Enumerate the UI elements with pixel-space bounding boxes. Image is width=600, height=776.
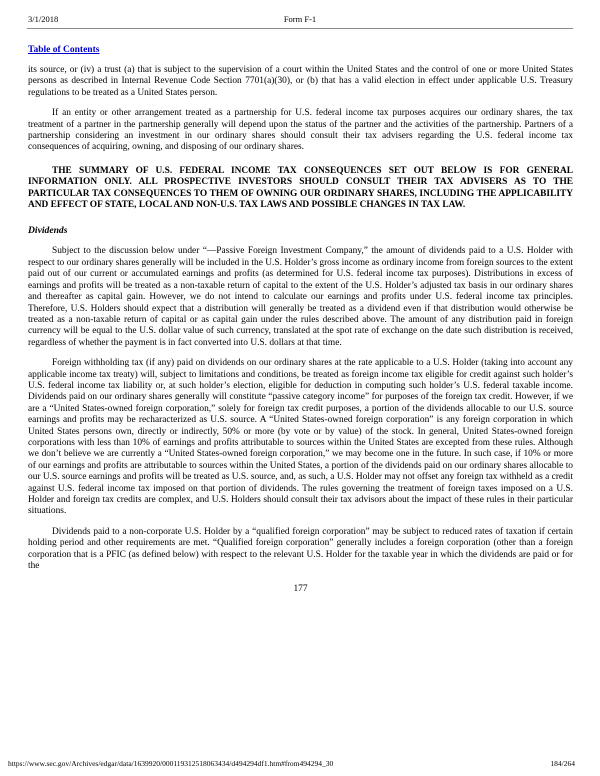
table-of-contents-link[interactable]: Table of Contents [28,45,100,55]
paragraph-partnership: If an entity or other arrangement treated as a partnership for U.S. federal income tax purposes acquires our ordinary shares, the tax treatment of a partner in the partnership generally will depend upon the status of the partner and the activities of the partnership. Partners of a partnership considering an investment in our ordinary shares should consult their tax advisers regarding the U.S. federal income tax consequences of acquiring, owning, and disposing of our ordinary shares. [28,108,573,153]
paragraph-tax-notice: THE SUMMARY OF U.S. FEDERAL INCOME TAX CONSEQUENCES SET OUT BELOW IS FOR GENERAL INFORMATION ONLY. ALL PROSPECTIVE INVESTORS SHOULD CONSULT THEIR TAX ADVISERS AS TO THE PARTICULAR TAX CONSEQUENCES TO THEM OF OWNING OUR ORDINARY SHARES, INCLUDING THE APPLICABILITY AND EFFECT OF STATE, LOCAL AND NON-U.S. TAX LAWS AND POSSIBLE CHANGES IN TAX LAW. [28,165,573,211]
page-number: 177 [293,584,308,595]
header-document-title: Form F-1 [283,14,317,24]
section-heading-dividends: Dividends [28,225,68,237]
paragraph-dividends-1: Subject to the discussion below under “—Passive Foreign Investment Company,” the amount of dividends paid to a U.S. Holder with respect to our ordinary shares generally will be included in the U.S. Holder’s gross income as ordinary income from foreign sources to the extent paid out of our current or accumulated earnings and profits (as determined for U.S. federal income tax purposes). Distributions in excess of earnings and profits will be treated as a non-taxable return of capital to the extent of the U.S. Holder’s adjusted tax basis in our ordinary shares and thereafter as capital gain. However, we do not intend to calculate our earnings and profits under U.S. federal income tax principles. Therefore, U.S. Holders should expect that a distribution will generally be treated as a dividend even if that distribution would otherwise be treated as a non-taxable return of capital or as capital gain under the rules described above. The amount of any distribution paid in foreign currency will be equal to the U.S. dollar value of such currency, translated at the spot rate of exchange on the date such distribution is received, regardless of whether the payment is in fact converted into U.S. dollars at that time. [28,246,573,348]
header-date: 3/1/2018 [28,14,59,24]
footer-url: https://www.sec.gov/Archives/edgar/data/1639920/000119312518063434/d494294df1.htm#from494294_30 [8,759,334,768]
paragraph-continuation: its source, or (iv) a trust (a) that is subject to the supervision of a court within the United States and the control of one or more United States persons as described in Internal Revenue Code Section 7701(a)(30), or (b) that has a valid election in effect under applicable U.S. Treasury regulations to be treated as a United States person. [28,65,573,98]
paragraph-dividends-3: Dividends paid to a non-corporate U.S. Holder by a “qualified foreign corporation” may be subject to reduced rates of taxation if certain holding period and other requirements are met. “Qualified foreign corporation” generally includes a foreign corporation (other than a foreign corporation that is a PFIC (as defined below) with respect to the relevant U.S. Holder for the taxable year in which the dividends are paid or for the [28,526,573,572]
document-content [0,29,600,594]
print-header [0,0,600,24]
print-footer [8,759,575,768]
footer-page-indicator: 184/264 [550,759,575,768]
paragraph-dividends-2: Foreign withholding tax (if any) paid on dividends on our ordinary shares at the rate applicable to a U.S. Holder (taking into account any applicable income tax treaty) will, subject to limitations and conditions, be treated as foreign income tax eligible for credit against such holder’s U.S. federal income tax liability or, at such holder’s election, eligible for deduction in computing such holder’s U.S. federal taxable income. Dividends paid on our ordinary shares generally will constitute “passive category income” for purposes of the foreign tax credit. However, if we are a “United States-owned foreign corporation,” solely for foreign tax credit purposes, a portion of the dividends allocable to our U.S. source earnings and profits may be recharacterized as U.S. source. A “United States-owned foreign corporation” is any foreign corporation in which United States persons own, directly or indirectly, 50% or more (by vote or by value) of the stock. In general, United States-owned foreign corporations with less than 10% of earnings and profits attributable to sources within the United States are excepted from these rules. Although we don’t believe we are currently a “United States-owned foreign corporation,” we may become one in the future. In such case, if 10% or more of our earnings and profits are attributable to sources within the United States, a portion of the dividends paid on our ordinary shares allocable to our U.S. source earnings and profits will be treated as U.S. source, and, as such, a U.S. Holder may not offset any foreign tax withheld as a credit against U.S. federal income tax imposed on that portion of dividends. The rules governing the treatment of foreign taxes imposed on a U.S. Holder and foreign tax credits are complex, and U.S. Holders should consult their tax advisors about the impact of these rules in their particular situations. [28,358,573,517]
